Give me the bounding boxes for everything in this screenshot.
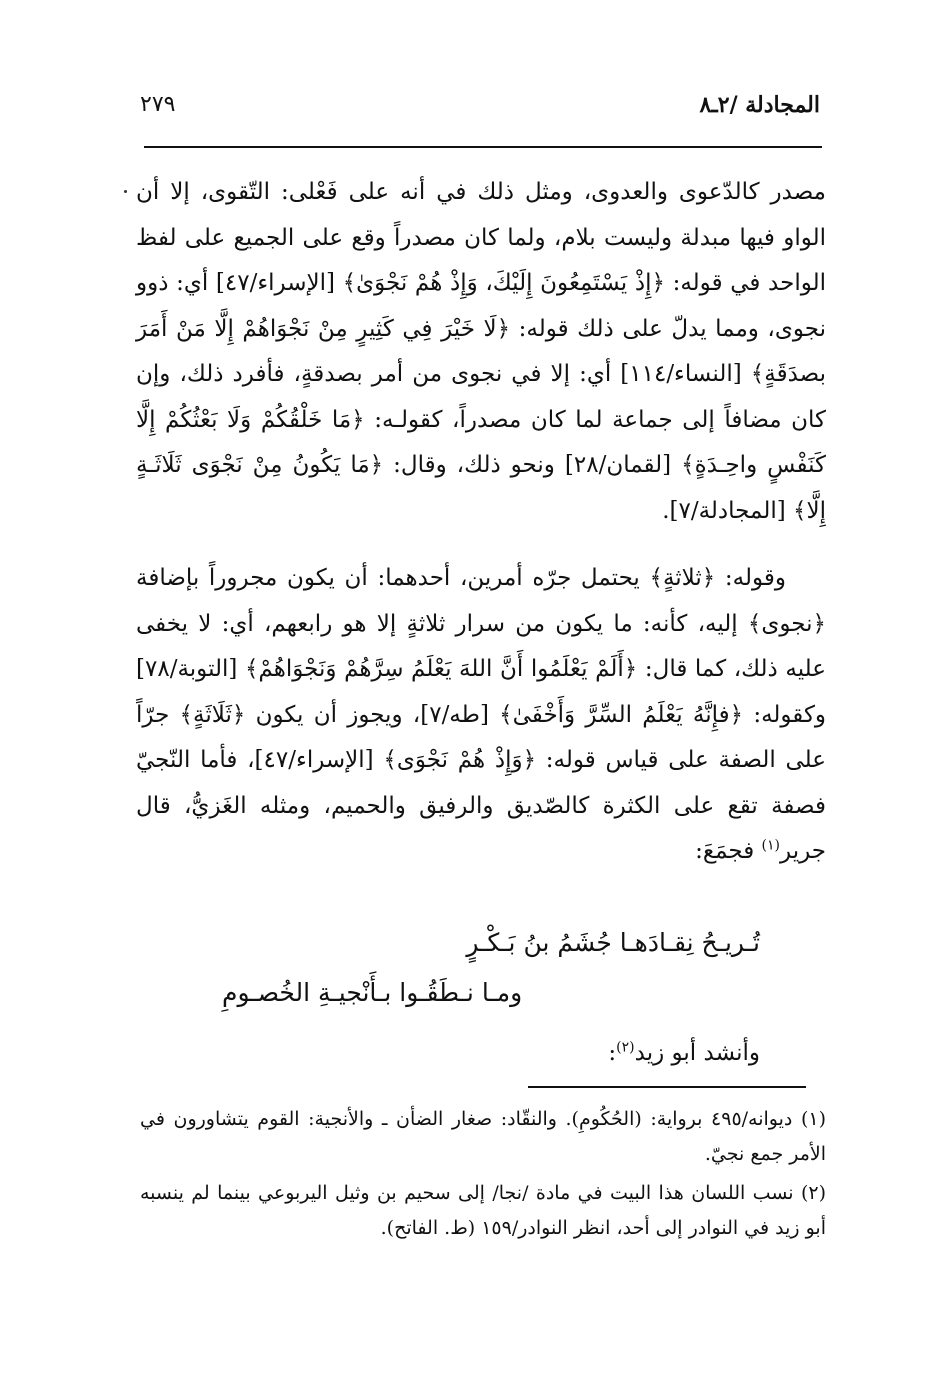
recitation-line (608, 1040, 760, 1066)
recitation-colon: : (608, 1040, 617, 1066)
paragraph-2-tail: فجمَعَ: (695, 838, 762, 864)
footnote-mark-2: (٢) (616, 1039, 635, 1056)
paragraph-1: مصدر كالدّعوى والعدوى، ومثل ذلك في أنه على فَعْلى: التّقوى، إلا أن الواو فيها مبدلة وليست بلام، ولما كان مصدراً وقع على الجميع على لفظ الواحد في قوله: ﴿إِذْ يَسْتَمِعُونَ إِلَيْكَ، وَإِذْ هُمْ نَجْوَىٰ﴾ [الإسراء/٤٧] أي: ذوو نجوى، ومما يدلّ على ذلك قوله: ﴿لَا خَيْرَ فِي كَثِيرٍ مِنْ نَجْوَاهُمْ إِلَّا مَنْ أَمَرَ بصدَقَةٍ﴾ [النساء/١١٤] أي: إلا في نجوى من أمر بصدقةٍ، فأفرد ذلك، وإن كان مضافاً إلى جماعة لما كان مصدراً، كقولـه: ﴿مَا خَلْقُكُمْ وَلَا بَعْثُكُمْ إِلَّا كَنَفْسٍ واحِـدَةٍ﴾ [لقمان/٢٨] ونحو ذلك، وقال: ﴿مَا يَكُونُ مِنْ نَجْوَى ثَلَاثَـةٍ إِلَّا﴾ [المجادلة/٧]. (136, 179, 827, 524)
scan-speck (124, 190, 127, 193)
header-divider (144, 146, 822, 148)
verse-first-hemistich: تُـريـحُ نِقـادَهـا جُشَمُ بنُ بَـكْـرٍ (466, 928, 760, 957)
footnote-divider (528, 1086, 806, 1088)
verse-second-hemistich: ومـا نـطَقُـوا بـأَنْجيـةِ الخُصـومِ (222, 978, 523, 1007)
footnotes (140, 1102, 826, 1250)
page-number: ٢٧٩ (140, 92, 176, 117)
footnote-1: (١) ديوانه/٤٩٥ برواية: (الحُكُومِ). والنقّاد: صغار الضأن ـ والأنجية: القوم يتشاورون في الأمر جمع نجيّ. (140, 1108, 827, 1165)
main-text (136, 170, 826, 875)
footnote-2: (٢) نسب اللسان هذا البيت في مادة /نجا/ إلى سحيم بن وثيل اليربوعي بينما لم ينسبه أبو زيد في النوادر إلى أحد، انظر النوادر/١٥٩ (ط. الفاتح). (140, 1182, 826, 1239)
footnote-mark-1: (١) (761, 837, 780, 854)
paragraph-2-text: وقوله: ﴿ثلاثةٍ﴾ يحتمل جرّه أمرين، أحدهما: أن يكون مجروراً بإضافة ﴿نجوى﴾ إليه، كأنه: ما يكون من سرار ثلاثةٍ إلا هو رابعهم، أي: لا يخفى عليه ذلك، كما قال: ﴿أَلَمْ يَعْلَمُوا أَنَّ اللهَ يَعْلَمُ سِرَّهُمْ وَنَجْوَاهُمْ﴾ [التوبة/٧٨] وكقوله: ﴿فإِنَّهُ يَعْلَمُ السِّرَّ وَأَخْفَىٰ﴾ [طه/٧]، ويجوز أن يكون ﴿ثَلَاثَةٍ﴾ جرّاً على الصفة على قياس قوله: ﴿وَإِذْ هُمْ نَجْوَى﴾ [الإسراء/٤٧]، فأما النّجيّ فصفة تقع على الكثرة كالصّديق والرفيق والحميم، ومثله الغَزيُّ، قال جرير (136, 565, 827, 864)
recitation-text: وأنشد أبو زيد (634, 1040, 760, 1066)
chapter-reference: المجادلة /٢ـ٨ (699, 92, 820, 118)
running-header (140, 92, 820, 132)
paragraph-2 (136, 556, 826, 875)
